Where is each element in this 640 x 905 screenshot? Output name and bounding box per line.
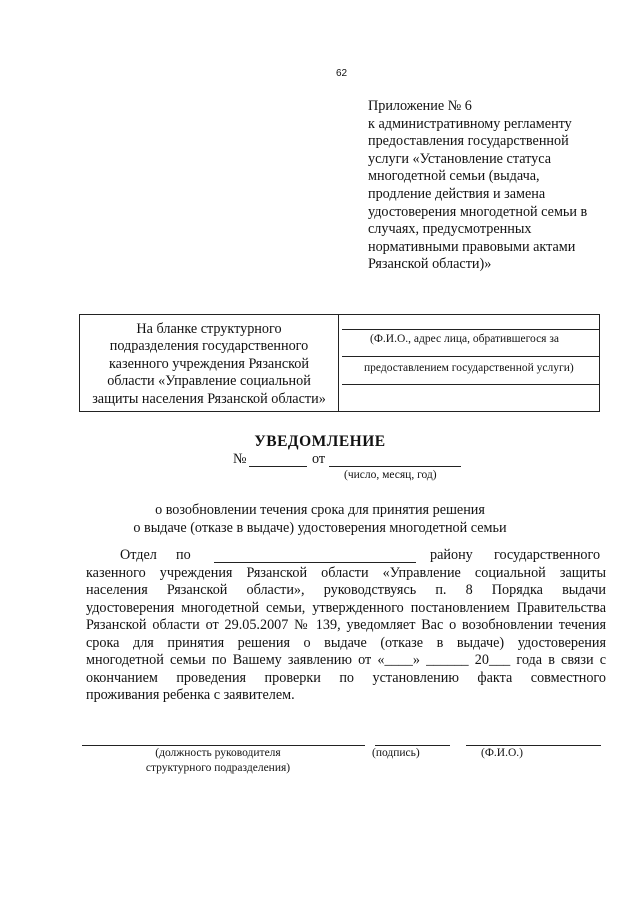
appendix-line: к административному регламенту: [368, 115, 572, 132]
appendix-line: Приложение № 6: [368, 98, 472, 114]
letterhead-line: подразделения государственного: [109, 338, 309, 355]
body-line-4: удостоверения многодетной семьи, утвержденного постановлением Правительства: [86, 599, 606, 616]
letterhead-line: области «Управление социальной: [107, 373, 311, 390]
recipient-caption-1: (Ф.И.О., адрес лица, обратившегося за: [370, 333, 559, 345]
letterhead-cell: [80, 321, 338, 408]
body-line-2: казенного учреждения Рязанской области «Управление социальной защиты: [86, 564, 606, 581]
letterhead-line: защиты населения Рязанской области»: [92, 390, 326, 407]
appendix-line: Рязанской области)»: [368, 256, 492, 273]
body-word: по: [176, 547, 191, 563]
body-word: государственного: [494, 547, 601, 563]
body-word: району: [430, 547, 473, 563]
notice-title: УВЕДОМЛЕНИЕ: [254, 433, 386, 450]
recipient-caption-2: предоставлением государственной услуги): [364, 362, 574, 374]
from-label: от: [312, 451, 326, 467]
body-line-1: [86, 547, 606, 565]
table-divider: [338, 315, 339, 411]
subject-line-2: о выдаче (отказе в выдаче) удостоверения многодетной семьи: [133, 520, 507, 536]
position-caption-line: (должность руководителя: [155, 747, 281, 759]
appendix-line: предоставления государственной: [368, 133, 569, 150]
appendix-line: многодетной семьи (выдача,: [368, 168, 540, 185]
signature-caption: (подпись): [372, 747, 420, 759]
position-caption: [128, 746, 308, 776]
body-line-8: окончанием проведения проверки по установлению факта совместного: [86, 669, 606, 686]
recipient-line-3: [342, 384, 600, 385]
appendix-line: удостоверения многодетной семьи в: [368, 203, 588, 220]
body-line-3: населения Рязанской области», руководствуясь п. 8 Порядка выдачи: [86, 582, 606, 598]
number-label: №: [233, 451, 247, 467]
recipient-line-1: [342, 329, 600, 330]
appendix-heading: [368, 98, 618, 274]
number-blank: [249, 466, 307, 467]
header-table: [79, 314, 600, 412]
appendix-line: нормативными правовыми актами: [368, 238, 576, 255]
position-caption-line: структурного подразделения): [145, 762, 291, 774]
date-caption: (число, месяц, год): [344, 469, 437, 481]
letterhead-line: казенного учреждения Рязанской: [109, 355, 309, 372]
body-line-6: срока для принятия решения о выдаче (отказе в выдаче) удостоверения: [86, 634, 606, 651]
page-number: 62: [336, 68, 348, 79]
appendix-line: услуги «Установление статуса: [368, 150, 552, 167]
body-line-5: Рязанской области от 29.05.2007 № 139, уведомляет Вас о возобновлении течения: [86, 617, 606, 633]
district-blank: [214, 562, 416, 563]
notice-body: [86, 547, 606, 705]
appendix-line: продление действия и замена: [368, 185, 546, 202]
appendix-line: случаях, предусмотренных: [368, 221, 532, 238]
subject-line-1: о возобновлении течения срока для принятия решения: [155, 502, 485, 518]
body-word: Отдел: [120, 547, 157, 563]
body-line-9: проживания ребенка с заявителем.: [86, 687, 295, 703]
name-caption: (Ф.И.О.): [481, 747, 523, 759]
recipient-line-2: [342, 356, 600, 357]
body-line-7: многодетной семьи по Вашему заявлению от «____» ______ 20___ года в связи с: [86, 652, 606, 668]
letterhead-line: На бланке структурного: [136, 321, 282, 337]
date-blank: [329, 466, 461, 467]
